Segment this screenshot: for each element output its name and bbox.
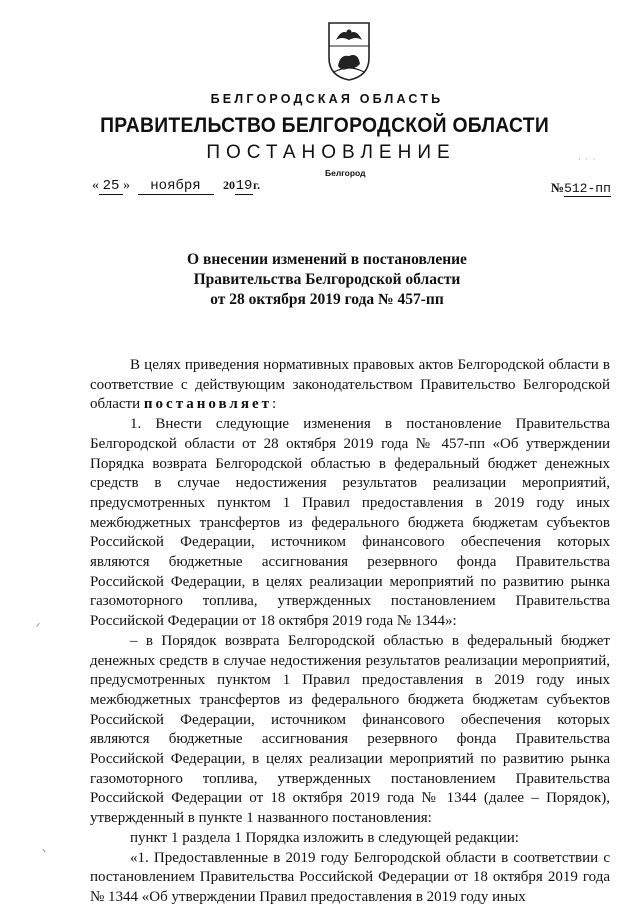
document-body	[90, 356, 610, 908]
paragraph-amendment: – в Порядок возврата Белгородской областью в федеральный бюджет денежных средств в случае недостижения результатов реализации мероприятий, предусмотренных пунктом 1 Правил предоставления в 2019 году иных межбюджетных трансфертов из федерального бюджета бюджетам субъектов Российской Федерации, источником финансового обеспечения которых являются бюджетные ассигнования резервного фонда Правительства Российской Федерации, в целях реализации мероприятий по развитию рынка газомоторного топлива, утвержденных постановлением Правительства Российской Федерации от 18 октября 2019 года № 1344 (далее – Порядок), утвержденный в пункте 1 названного постановления:	[90, 632, 610, 827]
number-prefix: №	[551, 180, 565, 195]
paragraph-item-1: 1. Внести следующие изменения в постановление Правительства Белгородской области от 28 октября 2019 года № 457-пп «Об утверждении Порядка возврата Белгородской областью в федеральный бюджет денежных средств в случае недостижения результатов реализации мероприятий, предусмотренных пунктом 1 Правил предоставления в 2019 году иных межбюджетных трансфертов из федерального бюджета бюджетам субъектов Российской Федерации, источником финансового обеспечения которых являются бюджетные ассигнования резервного фонда Правительства Российской Федерации, в целях реализации мероприятий по развитию рынка газомоторного топлива, утвержденных постановлением Правительства Российской Федерации от 18 октября 2019 года № 1344»:	[90, 416, 610, 630]
paragraph-new-text: «1. Предоставленные в 2019 году Белгородской области в соответствии с постановлением Правительства Российской Федерации от 18 октября 2019 года № 1344 «Об утверждении Правил предоставления в 2019 году иных	[90, 849, 610, 905]
resolve-word: постановляет	[143, 396, 272, 413]
date-day: 25	[99, 178, 123, 195]
paragraph-preamble	[90, 356, 610, 415]
title-line-2: Правительства Белгородской области	[193, 271, 461, 288]
number-value: 512-пп	[564, 181, 611, 196]
title-line-1: О внесении изменений в постановление	[187, 251, 467, 268]
date-year-prefix: 20	[223, 178, 235, 192]
paragraph-clause: пункт 1 раздела 1 Порядка изложить в следующей редакции:	[130, 829, 519, 846]
region-name: БЕЛГОРОДСКАЯ ОБЛАСТЬ	[210, 92, 444, 106]
document-title	[0, 250, 640, 310]
decree-number	[551, 180, 611, 196]
title-line-3: от 28 октября 2019 года № 457-пп	[210, 291, 444, 308]
preamble-colon: :	[272, 396, 277, 413]
decree-date	[92, 178, 260, 195]
scan-mark: ᐟ	[36, 622, 41, 633]
date-year-suffix: 19	[235, 178, 253, 194]
document-type: ПОСТАНОВЛЕНИЕ	[206, 142, 456, 163]
scan-mark: · · ·	[578, 154, 597, 164]
date-month: ноября	[138, 178, 214, 195]
preamble-text: В целях приведения нормативных правовых актов Белгородской области в соответствие с действующим законодательством Правительство Белгородской области	[90, 357, 610, 413]
city-name: Белгород	[325, 168, 366, 178]
date-open-quote: «	[92, 178, 99, 193]
date-close-quote: »	[123, 178, 130, 193]
date-year-abbr: г.	[253, 178, 261, 192]
scan-mark: ᐠ	[42, 848, 47, 859]
government-name: ПРАВИТЕЛЬСТВО БЕЛГОРОДСКОЙ ОБЛАСТИ	[100, 114, 550, 137]
coat-of-arms-icon	[326, 20, 372, 82]
